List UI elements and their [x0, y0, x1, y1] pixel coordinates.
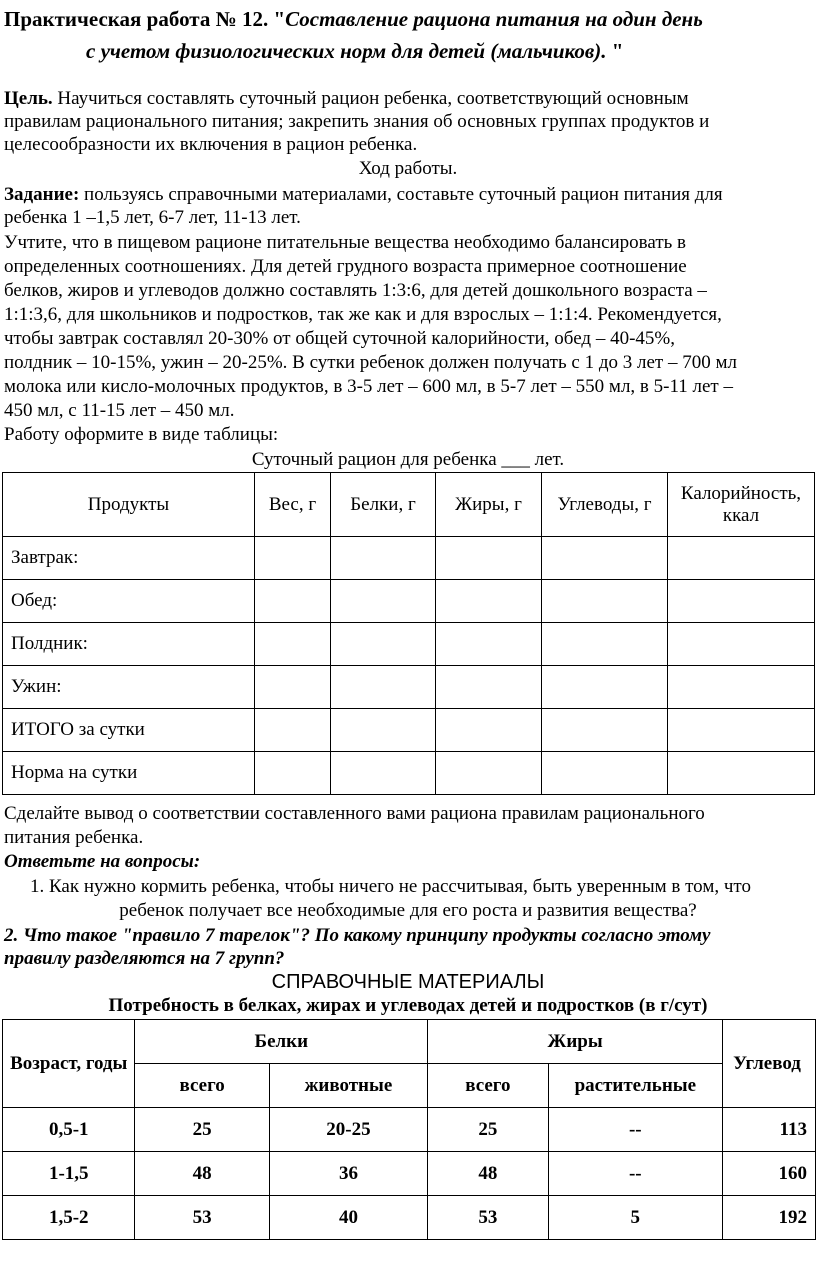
title-italic-1: Составление рациона питания на один день — [285, 7, 703, 31]
cell — [255, 709, 331, 752]
cell — [668, 752, 815, 795]
cell-proteins-animal: 20-25 — [269, 1108, 427, 1152]
task-line-2: ребенка 1 –1,5 лет, 6-7 лет, 11-13 лет. — [4, 207, 301, 228]
cell — [436, 580, 542, 623]
cell-proteins-total: 48 — [135, 1152, 269, 1196]
title-line-1 — [4, 3, 703, 35]
progress-heading: Ход работы. — [358, 158, 458, 179]
cell — [668, 580, 815, 623]
cell — [436, 666, 542, 709]
cell — [542, 709, 668, 752]
title-line-2 — [86, 35, 623, 67]
header-weight: Вес, г — [255, 473, 331, 537]
cell — [542, 752, 668, 795]
table-row — [3, 709, 815, 752]
cell — [436, 709, 542, 752]
conclusion-line-2: питания ребенка. — [4, 827, 144, 848]
questions-heading: Ответьте на вопросы: — [4, 851, 201, 872]
ration-table-caption: Суточный рацион для ребенка ___ лет. — [251, 449, 565, 470]
cell — [331, 752, 436, 795]
table-row — [3, 666, 815, 709]
cell-proteins-animal: 40 — [269, 1196, 427, 1240]
table-row — [3, 1196, 816, 1240]
row-label: Норма на сутки — [3, 752, 255, 795]
cell — [331, 623, 436, 666]
cell — [331, 666, 436, 709]
header-products: Продукты — [3, 473, 255, 537]
cell — [668, 666, 815, 709]
cell-fats-total: 48 — [428, 1152, 548, 1196]
note-line: определенных соотношениях. Для детей грудного возраста примерное соотношение — [4, 256, 687, 277]
header-proteins: Белки — [135, 1020, 428, 1064]
note-line: Работу оформите в виде таблицы: — [4, 424, 279, 445]
cell-carbs: 160 — [723, 1152, 816, 1196]
cell — [331, 580, 436, 623]
cell — [542, 623, 668, 666]
question-1-line-2: ребенок получает все необходимые для его роста и развития вещества? — [119, 900, 697, 921]
cell — [542, 580, 668, 623]
cell — [255, 623, 331, 666]
cell-fats-plant: 5 — [548, 1196, 723, 1240]
subheader-fats-plant: растительные — [548, 1064, 723, 1108]
reference-table — [2, 1019, 816, 1240]
cell-carbs: 113 — [723, 1108, 816, 1152]
row-label: Завтрак: — [3, 537, 255, 580]
header-carbs: Углеводы, г — [542, 473, 668, 537]
header-proteins: Белки, г — [331, 473, 436, 537]
cell — [542, 537, 668, 580]
ration-header-row — [3, 473, 815, 537]
goal-label: Цель. — [4, 88, 53, 109]
header-fats: Жиры — [428, 1020, 723, 1064]
ration-table — [2, 472, 815, 795]
cell-fats-plant: -- — [548, 1152, 723, 1196]
cell — [255, 752, 331, 795]
task-line-1 — [4, 184, 812, 206]
cell — [436, 623, 542, 666]
cell — [331, 537, 436, 580]
cell-fats-total: 53 — [428, 1196, 548, 1240]
reference-subheading: Потребность в белках, жирах и углеводах детей и подростков (в г/сут) — [108, 995, 708, 1016]
note-line: полдник – 10-15%, ужин – 20-25%. В сутки ребенок должен получать с 1 до 3 лет – 700 мл — [4, 352, 737, 373]
table-row — [3, 623, 815, 666]
title-italic-2: с учетом физиологических норм для детей (мальчиков). — [86, 39, 607, 63]
reference-header-row-1 — [3, 1020, 816, 1064]
question-2-line-1: 2. Что такое "правило 7 тарелок"? По какому принципу продукты согласно этому — [4, 925, 711, 946]
cell-carbs: 192 — [723, 1196, 816, 1240]
note-line: молока или кисло-молочных продуктов, в 3-5 лет – 600 мл, в 5-7 лет – 550 мл, в 5-11 лет – — [4, 376, 733, 397]
conclusion-line-1: Сделайте вывод о соответствии составленного вами рациона правилам рационального — [4, 803, 705, 824]
cell-proteins-total: 25 — [135, 1108, 269, 1152]
table-row — [3, 580, 815, 623]
cell-age: 0,5-1 — [3, 1108, 135, 1152]
cell — [668, 537, 815, 580]
note-line: 1:1:3,6, для школьников и подростков, так же как и для взрослых – 1:1:4. Рекомендуется, — [4, 304, 722, 325]
cell-proteins-animal: 36 — [269, 1152, 427, 1196]
goal-line-1 — [4, 88, 812, 110]
task-text-1: пользуясь справочными материалами, составьте суточный рацион питания для — [79, 184, 723, 205]
row-label: Полдник: — [3, 623, 255, 666]
title-prefix: Практическая работа № 12. " — [4, 7, 286, 31]
cell-fats-plant: -- — [548, 1108, 723, 1152]
question-2-line-2: правилу разделяются на 7 групп? — [4, 948, 285, 969]
header-calories: Калорийность, ккал — [668, 473, 815, 537]
cell-age: 1-1,5 — [3, 1152, 135, 1196]
header-age: Возраст, годы — [3, 1020, 135, 1108]
task-label: Задание: — [4, 184, 80, 205]
header-fats: Жиры, г — [436, 473, 542, 537]
question-1-line-1: 1. Как нужно кормить ребенка, чтобы ничего не рассчитывая, быть уверенным в том, что — [30, 876, 751, 897]
cell — [255, 537, 331, 580]
note-line: Учтите, что в пищевом рационе питательные вещества необходимо балансировать в — [4, 232, 687, 253]
cell — [331, 709, 436, 752]
goal-text-1: Научиться составлять суточный рацион ребенка, соответствующий основным — [52, 88, 689, 109]
table-row — [3, 537, 815, 580]
cell — [542, 666, 668, 709]
cell-proteins-total: 53 — [135, 1196, 269, 1240]
cell-fats-total: 25 — [428, 1108, 548, 1152]
subheader-fats-total: всего — [428, 1064, 548, 1108]
cell — [436, 752, 542, 795]
goal-line-3: целесообразности их включения в рацион ребенка. — [4, 134, 418, 155]
note-line: белков, жиров и углеводов должно составлять 1:3:6, для детей дошкольного возраста – — [4, 280, 707, 301]
table-row — [3, 1152, 816, 1196]
cell — [255, 580, 331, 623]
table-row — [3, 752, 815, 795]
row-label: Ужин: — [3, 666, 255, 709]
subheader-proteins-total: всего — [135, 1064, 269, 1108]
note-line: чтобы завтрак составлял 20-30% от общей суточной калорийности, обед – 40-45%, — [4, 328, 675, 349]
cell — [668, 623, 815, 666]
cell — [436, 537, 542, 580]
cell-age: 1,5-2 — [3, 1196, 135, 1240]
goal-line-2: правилам рационального питания; закрепить знания об основных группах продуктов и — [4, 111, 710, 132]
table-row — [3, 1108, 816, 1152]
cell — [255, 666, 331, 709]
header-carbs: Углевод — [723, 1020, 816, 1108]
subheader-proteins-animal: животные — [269, 1064, 427, 1108]
row-label: ИТОГО за сутки — [3, 709, 255, 752]
note-line: 450 мл, с 11-15 лет – 450 мл. — [4, 400, 235, 421]
cell — [668, 709, 815, 752]
row-label: Обед: — [3, 580, 255, 623]
reference-heading: СПРАВОЧНЫЕ МАТЕРИАЛЫ — [271, 971, 545, 993]
title-suffix: " — [606, 39, 624, 63]
